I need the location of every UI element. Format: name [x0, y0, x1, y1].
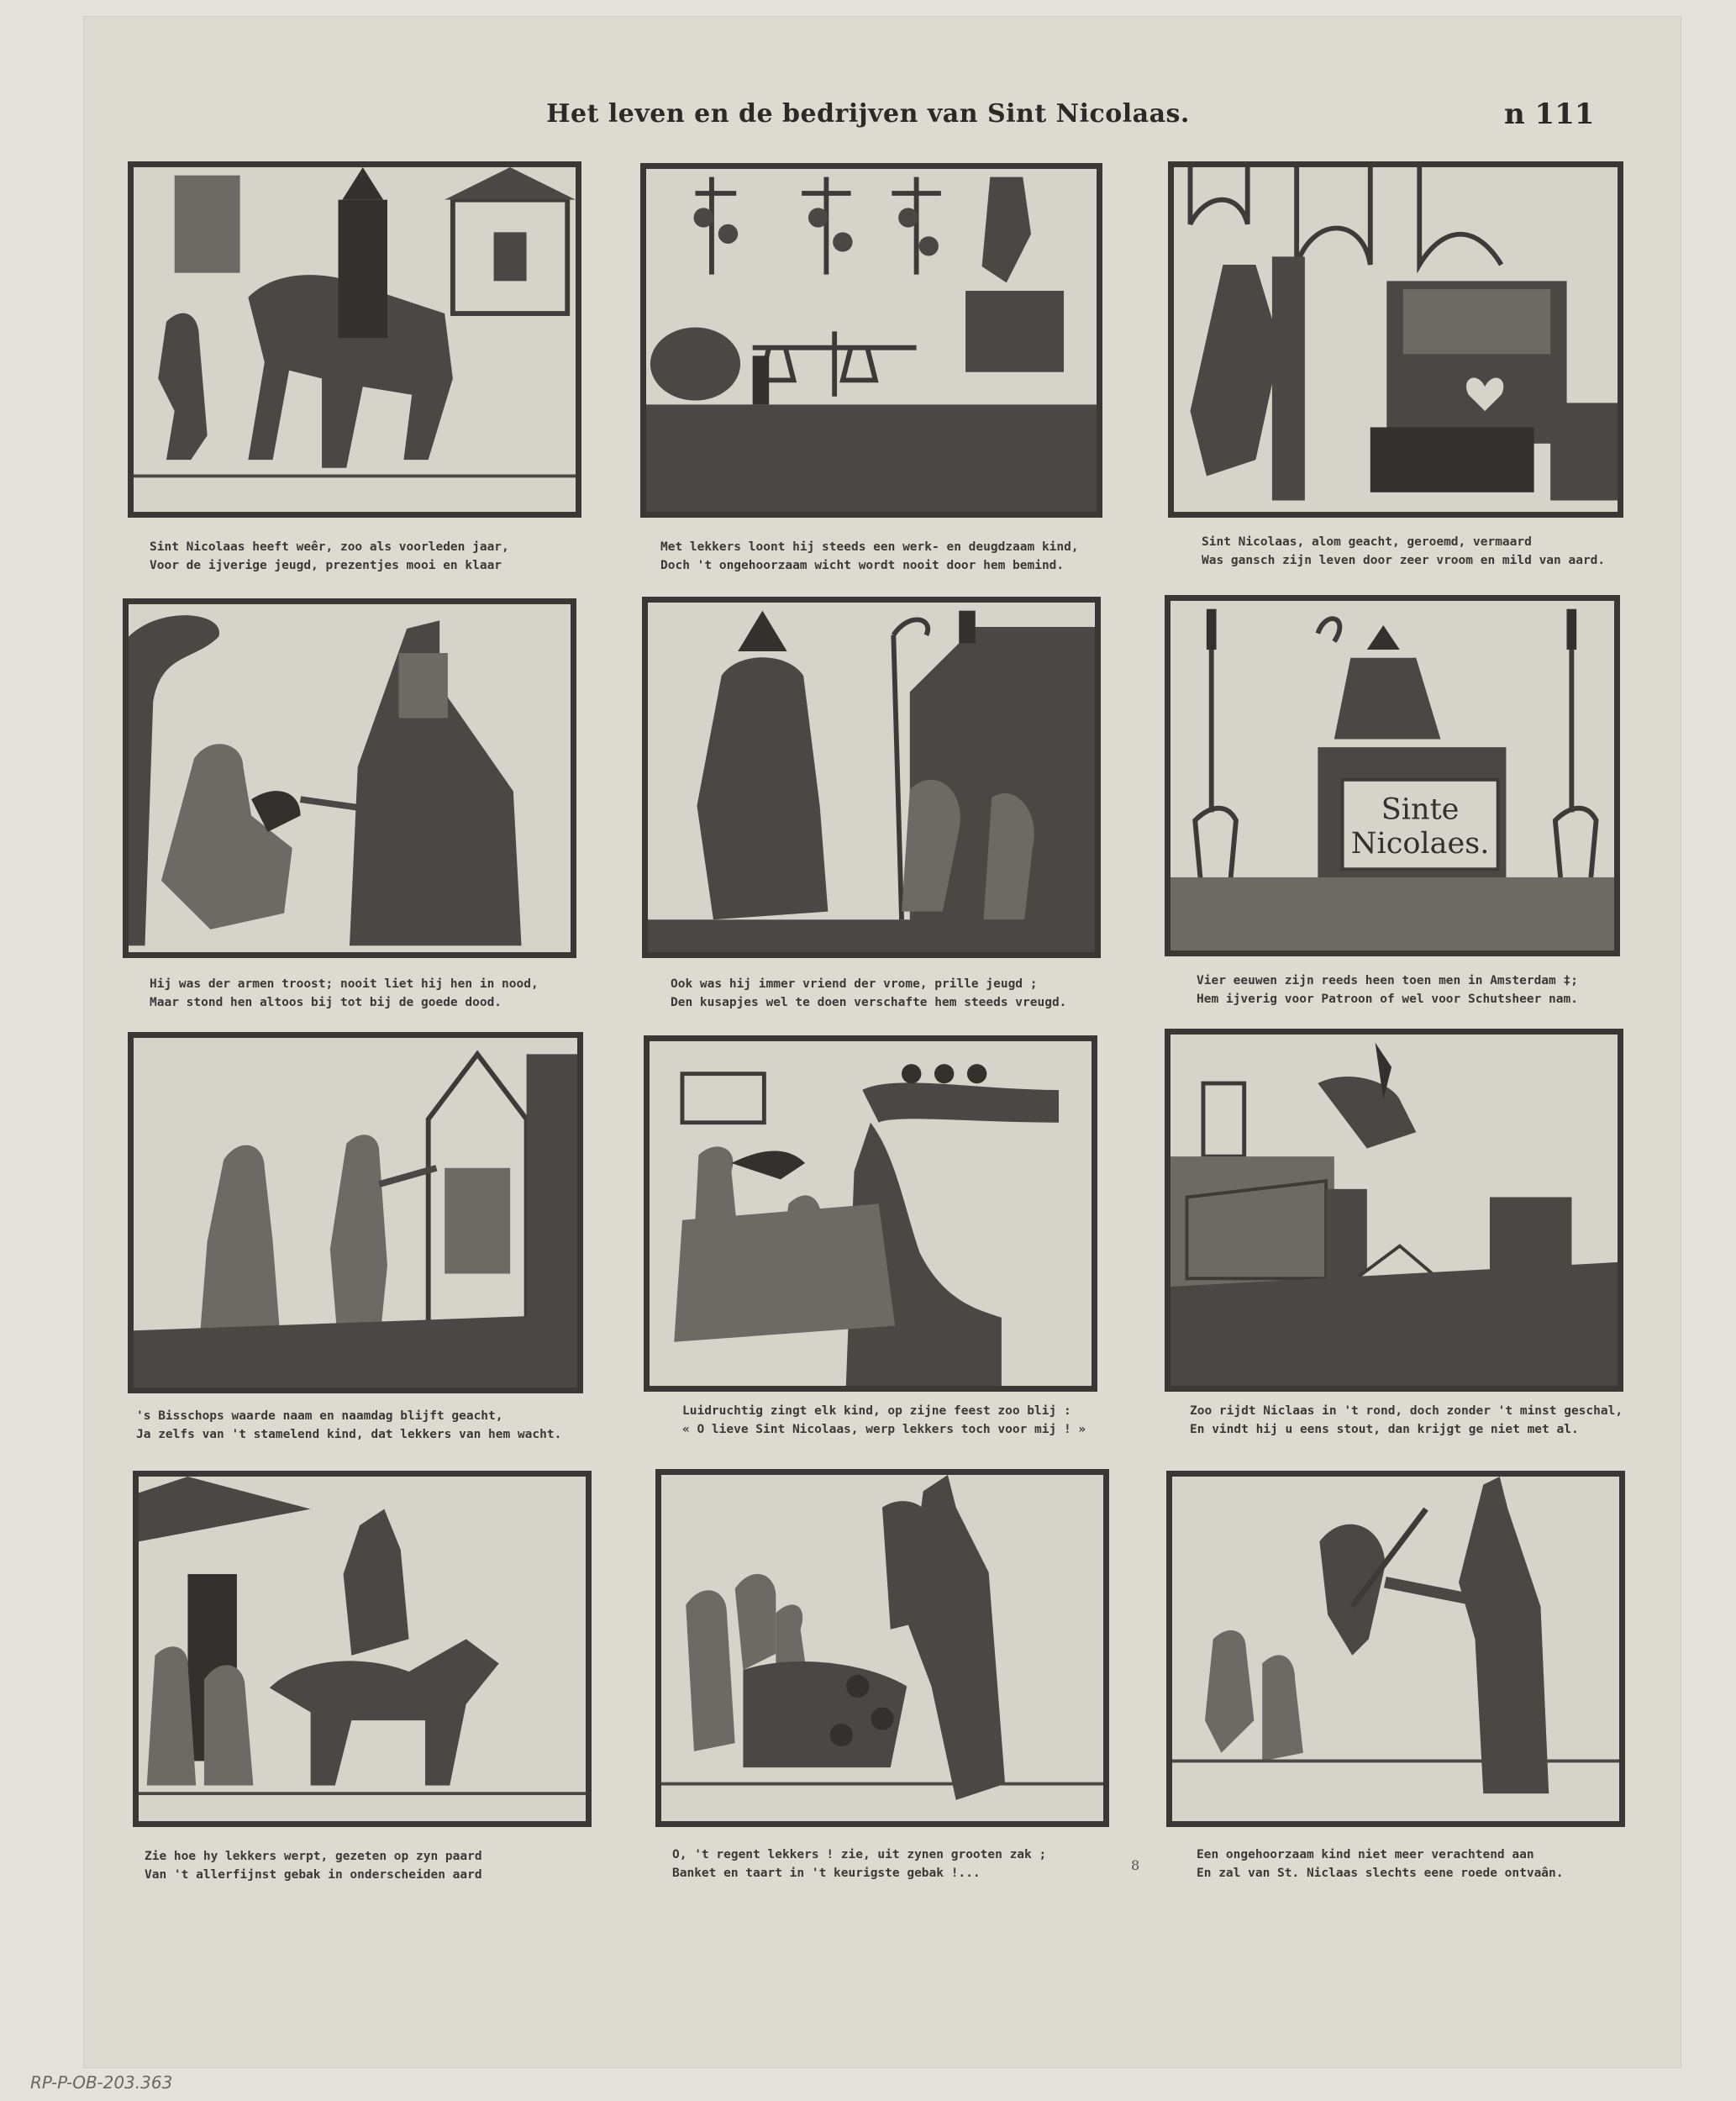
- caption-line: Een ongehoorzaam kind niet meer verachtend aan: [1197, 1848, 1534, 1861]
- caption-line: Was gansch zijn leven door zeer vroom en mild van aard.: [1202, 554, 1606, 567]
- caption-line: Maar stond hen altoos bij tot bij de goede dood.: [150, 996, 502, 1009]
- woodcut-rider-rooftops: [1170, 1035, 1618, 1386]
- caption-line: Zoo rijdt Niclaas in 't rond, doch zonder 't minst geschal,: [1190, 1404, 1623, 1418]
- page-title: Het leven en de bedrijven van Sint Nicolaas.: [546, 99, 1190, 129]
- woodcut-panel-12: [1166, 1471, 1625, 1827]
- woodcut-panel-3: [1168, 161, 1623, 518]
- caption-panel-4: [150, 975, 654, 1012]
- caption-line: « O lieve Sint Nicolaas, werp lekkers toch voor mij ! »: [682, 1423, 1086, 1436]
- caption-panel-12: [1197, 1846, 1701, 1882]
- caption-panel-2: [660, 538, 1165, 575]
- printer-mark: 8: [1131, 1857, 1140, 1873]
- woodcut-shop-scales: [646, 169, 1097, 512]
- print-number: n 111: [1504, 97, 1595, 131]
- woodcut-panel-2: [640, 163, 1102, 518]
- caption-panel-1: [150, 538, 654, 575]
- caption-line: Met lekkers loont hij steeds een werk- en deugdzaam kind,: [660, 540, 1079, 554]
- caption-line: Vier eeuwen zijn reeds heen toen men in Amsterdam ‡;: [1197, 974, 1578, 987]
- caption-panel-11: [672, 1846, 1176, 1882]
- inventory-number: RP-P-OB-203.363: [30, 2072, 173, 2093]
- caption-line: Hij was der armen troost; nooit liet hij hen in nood,: [150, 977, 539, 991]
- caption-panel-3: [1202, 533, 1706, 570]
- caption-panel-5: [671, 975, 1175, 1012]
- caption-line: En vindt hij u eens stout, dan krijgt ge niet met al.: [1190, 1423, 1579, 1436]
- woodcut-panel-7: [128, 1032, 583, 1393]
- woodcut-bishop-beggar: [129, 604, 571, 952]
- caption-panel-7: [136, 1407, 640, 1444]
- caption-line: Voor de ijverige jeugd, prezentjes mooi en klaar: [150, 559, 502, 572]
- caption-line: Zie hoe hy lekkers werpt, gezeten op zyn paard: [145, 1850, 482, 1863]
- caption-line: 's Bisschops waarde naam en naamdag blijft geacht,: [136, 1409, 503, 1423]
- caption-panel-6: [1197, 972, 1701, 1008]
- woodcut-panel-6: [1165, 595, 1620, 956]
- sign-text-line-2: Nicolaes.: [1350, 827, 1490, 861]
- woodcut-panel-1: [128, 161, 581, 518]
- caption-line: Ook was hij immer vriend der vrome, prille jeugd ;: [671, 977, 1038, 991]
- caption-line: O, 't regent lekkers ! zie, uit zynen grooten zak ;: [672, 1848, 1047, 1861]
- woodcut-panel-9: [1165, 1029, 1623, 1392]
- woodcut-woman-and-man: [134, 1038, 577, 1388]
- woodcut-panel-8: [644, 1035, 1097, 1392]
- woodcut-statue: [1170, 601, 1614, 950]
- woodcut-horse-at-door: [139, 1477, 586, 1821]
- woodcut-bishop-at-altar: [1174, 167, 1618, 512]
- caption-line: Den kusapjes wel te doen verschafte hem steeds vreugd.: [671, 996, 1067, 1009]
- caption-line: Ja zelfs van 't stamelend kind, dat lekkers van hem wacht.: [136, 1428, 562, 1441]
- woodcut-panel-4: [123, 598, 576, 958]
- woodcut-children-shoe: [650, 1041, 1092, 1386]
- caption-line: En zal van St. Niclaas slechts eene roede ontvaân.: [1197, 1867, 1564, 1880]
- caption-line: Doch 't ongehoorzaam wicht wordt nooit door hem bemind.: [660, 559, 1065, 572]
- woodcut-panel-10: [133, 1471, 592, 1827]
- caption-panel-9: [1190, 1402, 1694, 1439]
- caption-line: Van 't allerfijnst gebak in onderscheiden aard: [145, 1868, 482, 1882]
- woodcut-bishop-on-horse: [134, 167, 576, 512]
- woodcut-panel-11: [655, 1469, 1109, 1827]
- sign-text-line-1: Sinte: [1381, 792, 1460, 827]
- caption-line: Banket en taart in 't keurigste gebak !...: [672, 1867, 981, 1880]
- caption-line: Sint Nicolaas heeft weêr, zoo als voorleden jaar,: [150, 540, 509, 554]
- caption-line: Hem ijverig voor Patroon of wel voor Schutsheer nam.: [1197, 993, 1578, 1006]
- woodcut-panel-5: [642, 597, 1101, 958]
- caption-panel-8: [682, 1402, 1186, 1439]
- caption-line: Sint Nicolaas, alom geacht, geroemd, vermaard: [1202, 535, 1532, 549]
- woodcut-sweets-rain: [661, 1475, 1103, 1821]
- woodcut-bishop-punishes: [1172, 1477, 1619, 1821]
- caption-panel-10: [145, 1847, 649, 1884]
- caption-line: Luidruchtig zingt elk kind, op zijne feest zoo blij :: [682, 1404, 1071, 1418]
- woodcut-bishop-children: [648, 603, 1095, 952]
